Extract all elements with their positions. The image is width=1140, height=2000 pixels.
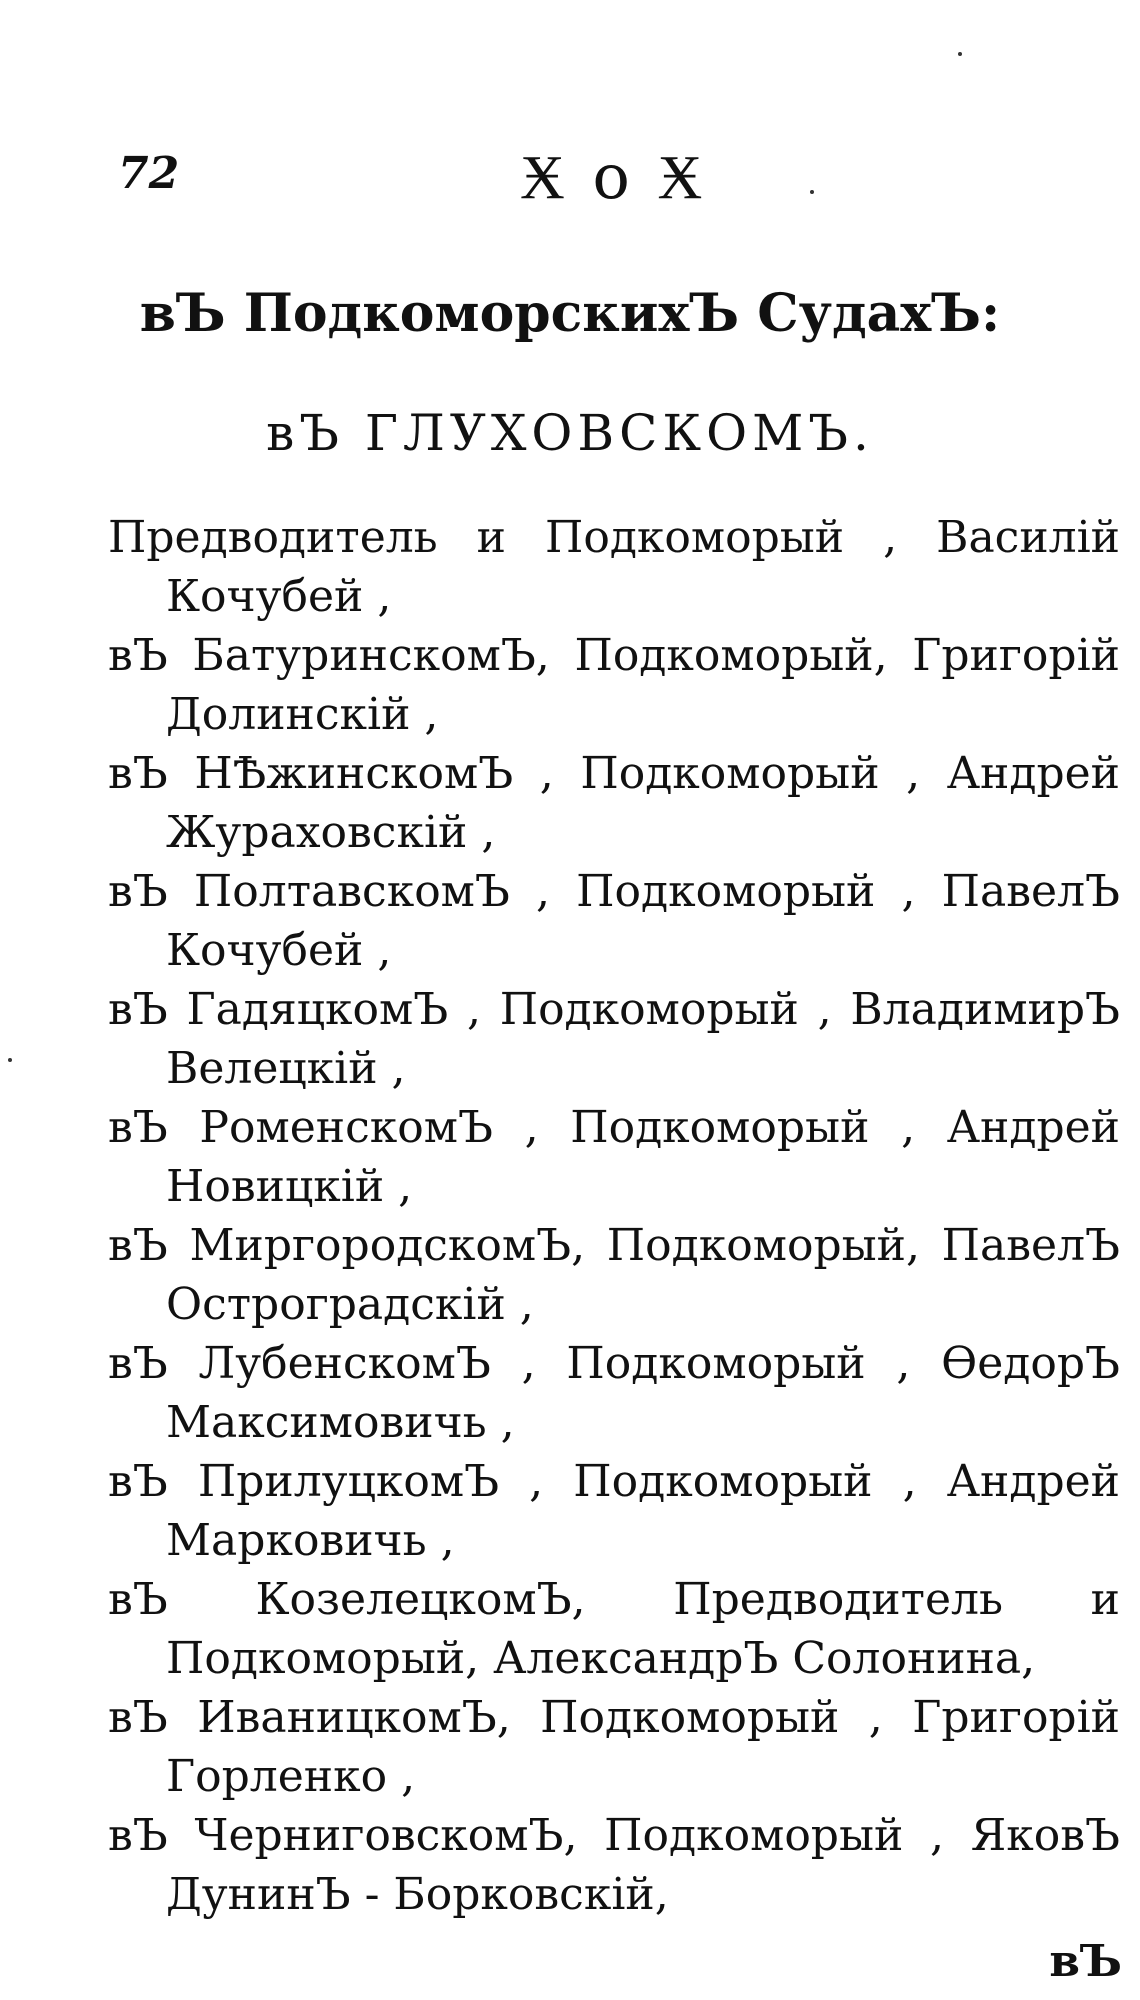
print-speck bbox=[810, 190, 814, 194]
list-item: вЪ ГадяцкомЪ , Подкоморый , ВладимирЪ Велецкій , bbox=[108, 984, 1120, 1094]
page-number: 72 bbox=[118, 148, 180, 199]
list-item: вЪ ПрилуцкомЪ , Подкоморый , Андрей Марковичь , bbox=[108, 1456, 1120, 1566]
list-item: вЪ НѢжинскомЪ , Подкоморый , Андрей Жураховскій , bbox=[108, 748, 1120, 858]
catchword: вЪ bbox=[1049, 1936, 1122, 1987]
list-item: вЪ МиргородскомЪ, Подкоморый, ПавелЪ Остроградскій , bbox=[108, 1220, 1120, 1330]
list-item: вЪ РоменскомЪ , Подкоморый , Андрей Новицкій , bbox=[108, 1102, 1120, 1212]
print-speck bbox=[8, 1058, 12, 1062]
entry-list bbox=[108, 508, 1120, 1924]
list-item: вЪ ИваницкомЪ, Подкоморый , Григорій Горленко , bbox=[108, 1692, 1120, 1802]
list-item: вЪ БатуринскомЪ, Подкоморый, Григорій Долинскій , bbox=[108, 630, 1120, 740]
list-item: вЪ КозелецкомЪ, Предводитель и Подкоморый, АлександрЪ Солонина, bbox=[108, 1574, 1120, 1684]
list-item: вЪ ЛубенскомЪ , Подкоморый , ѲедорЪ Максимовичь , bbox=[108, 1338, 1120, 1448]
section-heading: вЪ ПодкоморскихЪ СудахЪ: bbox=[139, 283, 1001, 344]
list-item: вЪ ЧерниговскомЪ, Подкоморый , ЯковЪ ДунинЪ - Борковскій, bbox=[108, 1810, 1120, 1920]
subsection-heading: вЪ ГЛУХОВСКОМЪ. bbox=[266, 404, 874, 462]
list-item: Предводитель и Подкоморый , Василій Кочубей , bbox=[108, 512, 1120, 622]
print-speck bbox=[958, 52, 962, 56]
header-ornament: Ӿ о Ӿ bbox=[520, 140, 707, 213]
list-item: вЪ ПолтавскомЪ , Подкоморый , ПавелЪ Кочубей , bbox=[108, 866, 1120, 976]
